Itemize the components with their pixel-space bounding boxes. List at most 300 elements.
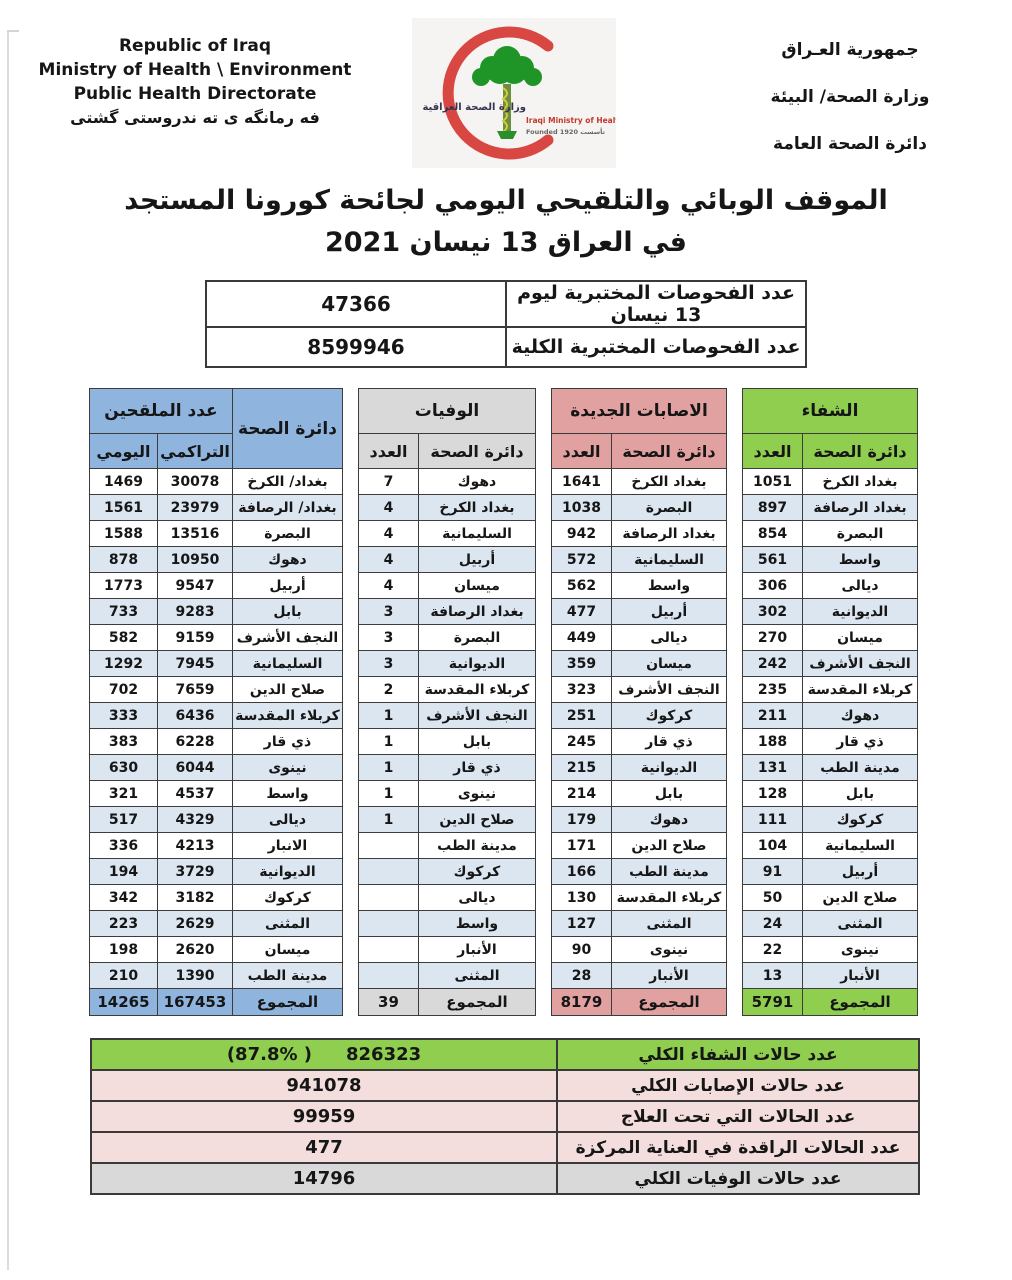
table-row <box>89 963 342 989</box>
table-row <box>742 911 917 937</box>
summary-row-cases <box>91 1070 919 1101</box>
count-value <box>358 885 418 911</box>
table-row <box>358 963 535 989</box>
table-row <box>89 729 342 755</box>
cumulative-value: 4537 <box>157 781 232 807</box>
province-name: واسط <box>611 573 726 599</box>
count-value: 245 <box>551 729 611 755</box>
province-name: البصرة <box>418 625 535 651</box>
table-row <box>358 599 535 625</box>
count-value: 50 <box>742 885 802 911</box>
total-row <box>89 989 342 1016</box>
count-value: 562 <box>551 573 611 599</box>
count-value: 323 <box>551 677 611 703</box>
province-name: أربيل <box>803 859 918 885</box>
daily-value: 321 <box>89 781 157 807</box>
table-row <box>551 521 726 547</box>
province-name: النجف الأشرف <box>418 703 535 729</box>
table-row <box>551 963 726 989</box>
table-row <box>358 911 535 937</box>
province-name: ميسان <box>803 625 918 651</box>
table-row <box>551 625 726 651</box>
province-name: بابل <box>803 781 918 807</box>
province-name: كركوك <box>232 885 342 911</box>
vaccinated-table <box>89 388 343 1016</box>
count-value: 3 <box>358 625 418 651</box>
count-value: 1038 <box>551 495 611 521</box>
table-row <box>551 599 726 625</box>
total-value: 8179 <box>551 989 611 1016</box>
province-name: بغداد الرصافة <box>611 521 726 547</box>
table-row <box>89 469 342 495</box>
summary-value: 99959 <box>91 1101 557 1132</box>
table-row <box>742 651 917 677</box>
count-value <box>358 937 418 963</box>
total-label: المجموع <box>803 989 918 1016</box>
count-value: 131 <box>742 755 802 781</box>
cumulative-value: 23979 <box>157 495 232 521</box>
province-name: مدينة الطب <box>418 833 535 859</box>
province-name: ديالى <box>232 807 342 833</box>
province-name: ميسان <box>611 651 726 677</box>
count-value: 306 <box>742 573 802 599</box>
province-name: البصرة <box>232 521 342 547</box>
count-value: 4 <box>358 573 418 599</box>
table-row <box>551 911 726 937</box>
english-line-1: Republic of Iraq <box>118 36 272 56</box>
count-value: 7 <box>358 469 418 495</box>
table-row <box>89 625 342 651</box>
daily-value: 582 <box>89 625 157 651</box>
province-name: دهوك <box>232 547 342 573</box>
table-row <box>89 885 342 911</box>
count-value: 179 <box>551 807 611 833</box>
count-value: 942 <box>551 521 611 547</box>
table-row <box>742 469 917 495</box>
table-row <box>206 327 806 367</box>
count-value: 477 <box>551 599 611 625</box>
count-value: 24 <box>742 911 802 937</box>
count-value: 1 <box>358 807 418 833</box>
province-name: المثنى <box>232 911 342 937</box>
province-name: أربيل <box>232 573 342 599</box>
table-row <box>358 469 535 495</box>
infections-table-title: الاصابات الجديدة <box>551 389 726 434</box>
table-row <box>89 651 342 677</box>
table-row <box>742 599 917 625</box>
daily-value: 1292 <box>89 651 157 677</box>
province-name: بغداد الكرخ <box>611 469 726 495</box>
count-value: 1 <box>358 729 418 755</box>
summary-value: 14796 <box>91 1163 557 1194</box>
table-row <box>551 547 726 573</box>
summary-label: عدد الحالات التي تحت العلاج <box>557 1101 919 1132</box>
table-row <box>742 755 917 781</box>
table-row <box>742 521 917 547</box>
province-name: واسط <box>803 547 918 573</box>
count-value: 1051 <box>742 469 802 495</box>
table-row <box>89 911 342 937</box>
table-row <box>358 807 535 833</box>
table-row <box>358 521 535 547</box>
province-name: كركوك <box>418 859 535 885</box>
table-row <box>358 833 535 859</box>
table-row <box>206 281 806 327</box>
province-name: السليمانية <box>418 521 535 547</box>
table-row <box>89 703 342 729</box>
count-value: 91 <box>742 859 802 885</box>
province-name: ذي قار <box>803 729 918 755</box>
province-name: السليمانية <box>803 833 918 859</box>
daily-value: 630 <box>89 755 157 781</box>
table-row <box>358 937 535 963</box>
count-value: 4 <box>358 521 418 547</box>
province-name: ذي قار <box>232 729 342 755</box>
daily-value: 198 <box>89 937 157 963</box>
table-row <box>742 703 917 729</box>
table-row <box>742 729 917 755</box>
province-name: بابل <box>232 599 342 625</box>
province-tables <box>90 388 918 1016</box>
count-value: 215 <box>551 755 611 781</box>
cumulative-value: 4329 <box>157 807 232 833</box>
province-name: الأنبار <box>611 963 726 989</box>
count-value: 897 <box>742 495 802 521</box>
table-row <box>89 677 342 703</box>
total-value: 5791 <box>742 989 802 1016</box>
ministry-logo <box>412 18 616 168</box>
cumulative-value: 9547 <box>157 573 232 599</box>
cumulative-value: 7945 <box>157 651 232 677</box>
count-value: 111 <box>742 807 802 833</box>
count-value: 449 <box>551 625 611 651</box>
daily-value: 210 <box>89 963 157 989</box>
table-row <box>89 781 342 807</box>
english-line-3: Public Health Directorate <box>73 84 317 104</box>
province-name: ديالى <box>418 885 535 911</box>
cumulative-value: 6044 <box>157 755 232 781</box>
count-value <box>358 911 418 937</box>
province-name: المثنى <box>418 963 535 989</box>
count-value <box>358 963 418 989</box>
count-value: 270 <box>742 625 802 651</box>
vaccinated-table-title: عدد الملقحين <box>89 389 232 434</box>
table-row <box>89 521 342 547</box>
col-header-directorate: دائرة الصحة <box>232 389 342 469</box>
recovery-table <box>742 388 918 1016</box>
daily-value: 383 <box>89 729 157 755</box>
table-row <box>742 781 917 807</box>
daily-value: 878 <box>89 547 157 573</box>
table-row <box>742 885 917 911</box>
count-value: 4 <box>358 495 418 521</box>
daily-value: 1561 <box>89 495 157 521</box>
province-name: الديوانية <box>611 755 726 781</box>
total-tests-value: 8599946 <box>206 327 506 367</box>
table-row <box>551 807 726 833</box>
province-name: بغداد الرصافة <box>803 495 918 521</box>
table-row <box>551 703 726 729</box>
table-row <box>358 547 535 573</box>
cumulative-value: 3182 <box>157 885 232 911</box>
table-row <box>551 937 726 963</box>
count-value: 572 <box>551 547 611 573</box>
kurdish-line: فه رمانگه ى ته ندروستى گشتى <box>70 108 320 127</box>
province-name: كربلاء المقدسة <box>232 703 342 729</box>
province-name: كركوك <box>611 703 726 729</box>
summary-value: 941078 <box>91 1070 557 1101</box>
daily-tests-label: عدد الفحوصات المختبرية ليوم 13 نيسان <box>506 281 806 327</box>
daily-value: 1773 <box>89 573 157 599</box>
count-value: 90 <box>551 937 611 963</box>
scan-edge-left <box>7 30 9 1270</box>
count-value: 242 <box>742 651 802 677</box>
province-name: أربيل <box>418 547 535 573</box>
table-row <box>551 885 726 911</box>
summary-label: عدد حالات الوفيات الكلي <box>557 1163 919 1194</box>
province-name: السليمانية <box>611 547 726 573</box>
total-tests-label: عدد الفحوصات المختبرية الكلية <box>506 327 806 367</box>
cumulative-value: 10950 <box>157 547 232 573</box>
count-value <box>358 833 418 859</box>
province-name: بابل <box>611 781 726 807</box>
province-name: ذي قار <box>418 755 535 781</box>
province-name: البصرة <box>611 495 726 521</box>
deaths-table-title: الوفيات <box>358 389 535 434</box>
total-row <box>742 989 917 1016</box>
province-name: ديالى <box>803 573 918 599</box>
province-name: ديالى <box>611 625 726 651</box>
count-value: 1 <box>358 781 418 807</box>
table-row <box>89 573 342 599</box>
count-value: 1641 <box>551 469 611 495</box>
total-cumulative-value: 167453 <box>157 989 232 1016</box>
col-header-count: العدد <box>358 434 418 469</box>
total-label: المجموع <box>232 989 342 1016</box>
count-value <box>358 859 418 885</box>
col-header-daily: اليومي <box>89 434 157 469</box>
province-name: نينوى <box>232 755 342 781</box>
daily-value: 733 <box>89 599 157 625</box>
cumulative-value: 4213 <box>157 833 232 859</box>
table-row <box>89 495 342 521</box>
table-row <box>89 833 342 859</box>
province-name: الديوانية <box>803 599 918 625</box>
col-header-count: العدد <box>742 434 802 469</box>
table-row <box>89 547 342 573</box>
count-value: 171 <box>551 833 611 859</box>
logo-english-text: Iraqi Ministry of Health <box>526 116 616 125</box>
report-title-line-2: في العراق 13 نيسان 2021 <box>325 227 687 258</box>
table-row <box>358 781 535 807</box>
col-header-cumulative: التراكمي <box>157 434 232 469</box>
total-daily-value: 14265 <box>89 989 157 1016</box>
count-value: 4 <box>358 547 418 573</box>
summary-label: عدد حالات الشفاء الكلي <box>557 1039 919 1070</box>
count-value: 235 <box>742 677 802 703</box>
total-value: 39 <box>358 989 418 1016</box>
count-value: 3 <box>358 599 418 625</box>
table-row <box>358 677 535 703</box>
province-name: دهوك <box>611 807 726 833</box>
cumulative-value: 6228 <box>157 729 232 755</box>
recovery-total: 826323 <box>346 1044 422 1065</box>
province-name: المثنى <box>611 911 726 937</box>
english-line-2: Ministry of Health \ Environment <box>38 60 352 80</box>
province-name: واسط <box>232 781 342 807</box>
province-name: المثنى <box>803 911 918 937</box>
summary-label: عدد الحالات الراقدة في العناية المركزة <box>557 1132 919 1163</box>
daily-value: 194 <box>89 859 157 885</box>
count-value: 28 <box>551 963 611 989</box>
table-row <box>551 859 726 885</box>
province-name: الديوانية <box>418 651 535 677</box>
province-name: دهوك <box>418 469 535 495</box>
summary-label: عدد حالات الإصابات الكلي <box>557 1070 919 1101</box>
summary-value: 477 <box>91 1132 557 1163</box>
province-name: أربيل <box>611 599 726 625</box>
col-header-directorate: دائرة الصحة <box>418 434 535 469</box>
table-row <box>358 703 535 729</box>
table-row <box>89 937 342 963</box>
province-name: دهوك <box>803 703 918 729</box>
province-name: بغداد/ الكرخ <box>232 469 342 495</box>
province-name: السليمانية <box>232 651 342 677</box>
cumulative-value: 30078 <box>157 469 232 495</box>
daily-value: 336 <box>89 833 157 859</box>
province-name: البصرة <box>803 521 918 547</box>
table-row <box>742 677 917 703</box>
logo-founded-text: Founded 1920 تأسست <box>526 128 606 136</box>
table-row <box>89 859 342 885</box>
count-value: 128 <box>742 781 802 807</box>
province-name: نينوى <box>418 781 535 807</box>
table-row <box>742 495 917 521</box>
daily-value: 223 <box>89 911 157 937</box>
table-row <box>89 755 342 781</box>
arabic-header <box>712 40 988 181</box>
daily-value: 333 <box>89 703 157 729</box>
table-row <box>551 755 726 781</box>
province-name: صلاح الدين <box>232 677 342 703</box>
count-value: 214 <box>551 781 611 807</box>
daily-value: 1469 <box>89 469 157 495</box>
daily-value: 1588 <box>89 521 157 547</box>
cumulative-value: 7659 <box>157 677 232 703</box>
report-title-line-1: الموقف الوبائي والتلقيحي اليومي لجائحة كورونا المستجد <box>124 185 888 216</box>
table-row <box>89 807 342 833</box>
table-row <box>742 833 917 859</box>
table-row <box>358 573 535 599</box>
summary-row-recoveries <box>91 1039 919 1070</box>
summary-row-deaths <box>91 1163 919 1194</box>
province-name: كركوك <box>803 807 918 833</box>
cumulative-value: 13516 <box>157 521 232 547</box>
province-name: بغداد الكرخ <box>803 469 918 495</box>
col-header-directorate: دائرة الصحة <box>611 434 726 469</box>
province-name: ذي قار <box>611 729 726 755</box>
palm-tree-icon <box>472 46 542 86</box>
count-value: 130 <box>551 885 611 911</box>
new-infections-table <box>551 388 727 1016</box>
province-name: بغداد الكرخ <box>418 495 535 521</box>
daily-value: 342 <box>89 885 157 911</box>
total-label: المجموع <box>418 989 535 1016</box>
daily-value: 702 <box>89 677 157 703</box>
table-row <box>551 729 726 755</box>
province-name: كربلاء المقدسة <box>418 677 535 703</box>
total-row <box>358 989 535 1016</box>
deaths-table <box>358 388 536 1016</box>
province-name: مدينة الطب <box>803 755 918 781</box>
arabic-line-3: دائرة الصحة العامة <box>773 134 927 154</box>
count-value: 3 <box>358 651 418 677</box>
province-name: ميسان <box>232 937 342 963</box>
count-value: 104 <box>742 833 802 859</box>
report-title <box>0 180 1012 264</box>
count-value: 166 <box>551 859 611 885</box>
province-name: الأنبار <box>803 963 918 989</box>
province-name: مدينة الطب <box>611 859 726 885</box>
header <box>0 0 1012 168</box>
table-row <box>551 677 726 703</box>
cumulative-value: 6436 <box>157 703 232 729</box>
count-value: 1 <box>358 703 418 729</box>
summary-row-icu <box>91 1132 919 1163</box>
province-name: الأنبار <box>418 937 535 963</box>
table-row <box>358 625 535 651</box>
arabic-line-2: وزارة الصحة/ البيئة <box>770 87 930 107</box>
province-name: صلاح الدين <box>418 807 535 833</box>
count-value: 302 <box>742 599 802 625</box>
ministry-logo-graphic <box>412 18 616 168</box>
cumulative-value: 1390 <box>157 963 232 989</box>
summary-row-under-treatment <box>91 1101 919 1132</box>
table-row <box>742 859 917 885</box>
logo-arabic-text: وزارة الصحة العراقية <box>422 102 526 113</box>
col-header-directorate: دائرة الصحة <box>803 434 918 469</box>
count-value: 854 <box>742 521 802 547</box>
province-name: كربلاء المقدسة <box>803 677 918 703</box>
english-header <box>28 34 362 130</box>
cumulative-value: 2629 <box>157 911 232 937</box>
total-row <box>551 989 726 1016</box>
province-name: النجف الأشرف <box>232 625 342 651</box>
col-header-count: العدد <box>551 434 611 469</box>
count-value: 251 <box>551 703 611 729</box>
arabic-line-1: جمهورية العـراق <box>781 40 919 60</box>
province-name: بابل <box>418 729 535 755</box>
table-row <box>358 651 535 677</box>
table-row <box>551 495 726 521</box>
daily-value: 517 <box>89 807 157 833</box>
count-value: 211 <box>742 703 802 729</box>
count-value: 188 <box>742 729 802 755</box>
table-row <box>742 547 917 573</box>
province-name: واسط <box>418 911 535 937</box>
count-value: 22 <box>742 937 802 963</box>
cumulative-value: 9159 <box>157 625 232 651</box>
table-row <box>742 937 917 963</box>
table-row <box>358 859 535 885</box>
recovery-percent: (87.8% ) <box>226 1044 312 1065</box>
table-row <box>551 573 726 599</box>
table-row <box>551 833 726 859</box>
province-name: صلاح الدين <box>803 885 918 911</box>
count-value: 2 <box>358 677 418 703</box>
table-row <box>742 807 917 833</box>
table-row <box>358 885 535 911</box>
